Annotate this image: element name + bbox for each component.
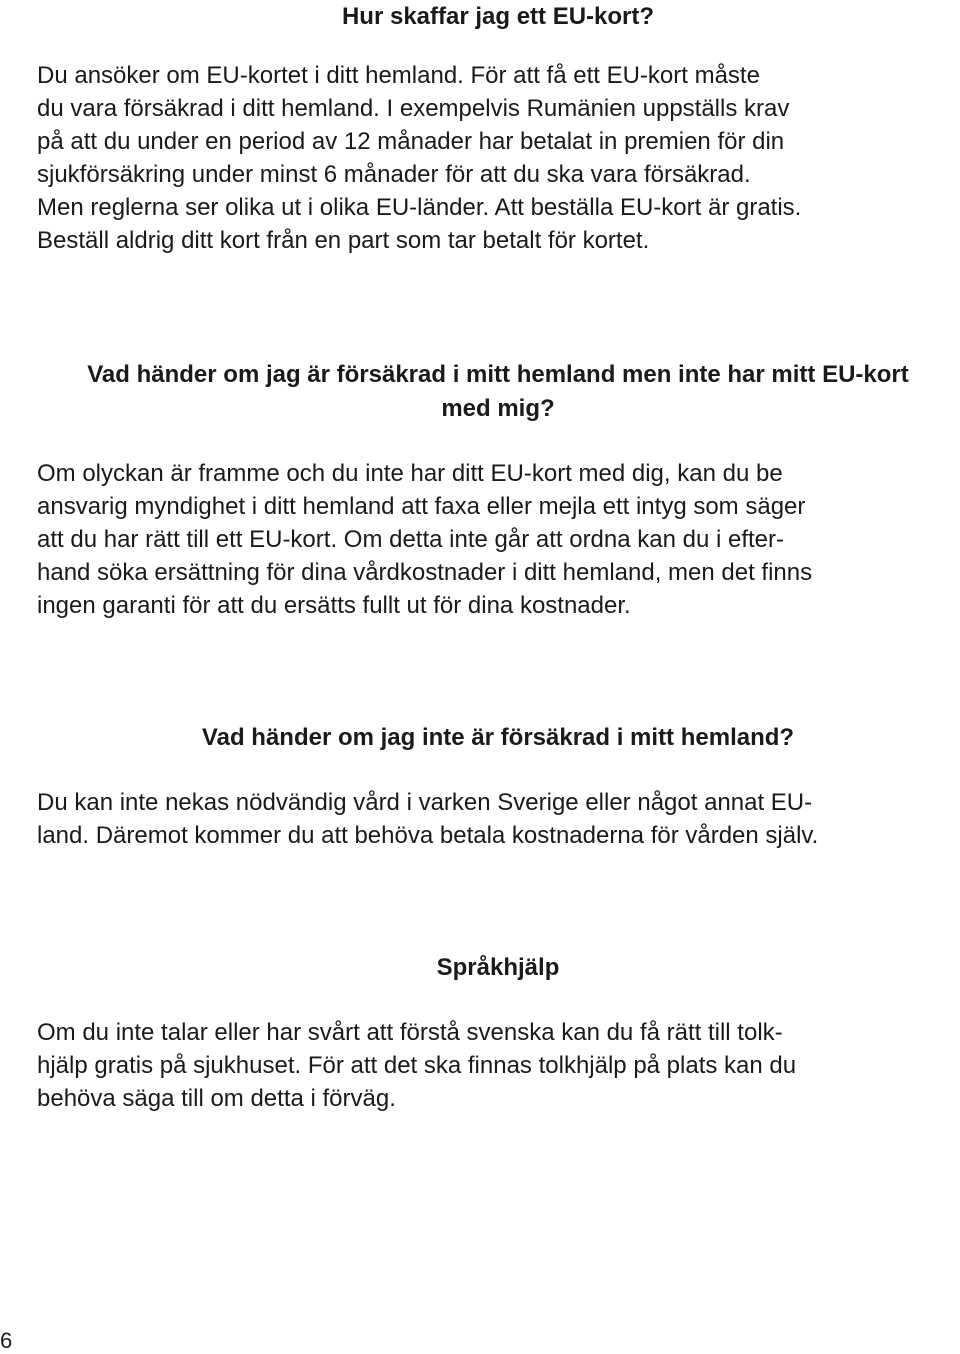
text-line: Du ansöker om EU-kortet i ditt hemland. För att få ett EU-kort måste bbox=[37, 62, 760, 89]
text-line: hjälp gratis på sjukhuset. För att det ska finnas tolkhjälp på plats kan du bbox=[37, 1052, 797, 1079]
paragraph-not-insured bbox=[37, 786, 959, 852]
text-line: Beställ aldrig ditt kort från en part som tar betalt för kortet. bbox=[37, 227, 650, 254]
paragraph-eu-card-how bbox=[37, 59, 959, 257]
heading-not-insured: Vad händer om jag inte är försäkrad i mitt hemland? bbox=[201, 724, 795, 751]
text-line: sjukförsäkring under minst 6 månader för att du ska vara försäkrad. bbox=[37, 161, 751, 188]
paragraph-insured-without-card bbox=[37, 457, 959, 622]
text-line: Du kan inte nekas nödvändig vård i varken Sverige eller något annat EU- bbox=[37, 789, 813, 816]
text-line: hand söka ersättning för dina vårdkostnader i ditt hemland, men det finns bbox=[37, 559, 813, 586]
heading-insured-without-card bbox=[37, 358, 959, 426]
text-line: Om du inte talar eller har svårt att förstå svenska kan du få rätt till tolk- bbox=[37, 1019, 783, 1046]
text-line: behöva säga till om detta i förväg. bbox=[37, 1085, 396, 1112]
text-line: på att du under en period av 12 månader har betalat in premien för din bbox=[37, 128, 785, 155]
heading-eu-card-how: Hur skaffar jag ett EU-kort? bbox=[341, 3, 655, 30]
paragraph-language-help bbox=[37, 1016, 959, 1115]
text-line: ansvarig myndighet i ditt hemland att faxa eller mejla ett intyg som säger bbox=[37, 493, 806, 520]
page-number: 6 bbox=[0, 1328, 13, 1353]
heading-line: Vad händer om jag är försäkrad i mitt hemland men inte har mitt EU-kort bbox=[87, 361, 909, 388]
heading-line: med mig? bbox=[441, 395, 555, 422]
text-line: ingen garanti för att du ersätts fullt ut för dina kostnader. bbox=[37, 592, 631, 619]
heading-language-help: Språkhjälp bbox=[436, 954, 560, 981]
text-line: att du har rätt till ett EU-kort. Om detta inte går att ordna kan du i efter- bbox=[37, 526, 785, 553]
text-line: du vara försäkrad i ditt hemland. I exempelvis Rumänien uppställs krav bbox=[37, 95, 790, 122]
text-line: land. Däremot kommer du att behöva betala kostnaderna för vården själv. bbox=[37, 822, 819, 849]
text-line: Om olyckan är framme och du inte har ditt EU-kort med dig, kan du be bbox=[37, 460, 783, 487]
text-line: Men reglerna ser olika ut i olika EU-länder. Att beställa EU-kort är gratis. bbox=[37, 194, 802, 221]
